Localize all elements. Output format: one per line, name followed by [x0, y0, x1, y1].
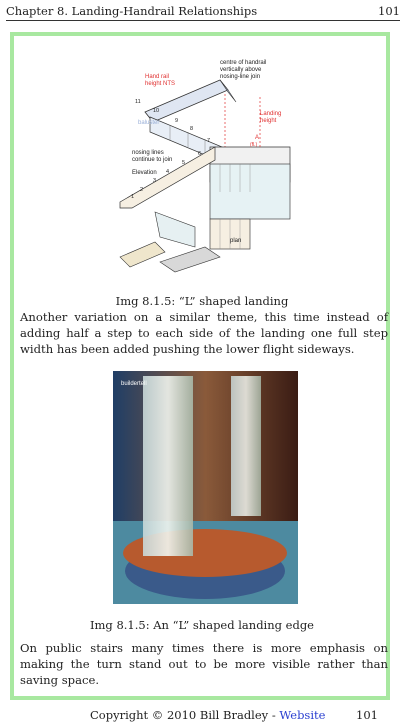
step-4: 4 [166, 169, 170, 175]
label-elevation: Elevation [132, 170, 157, 176]
label-centre-2: vertically above [220, 67, 262, 73]
figure-caption-2: Img 8.1.5: An “L” shaped landing edge [89, 618, 314, 632]
label-nosing-2: continue to join [132, 157, 173, 163]
step-10: 10 [153, 108, 160, 114]
label-handrail-2: height NTS [145, 81, 176, 87]
step-8: 8 [190, 126, 194, 132]
footer-page-number: 101 [356, 708, 378, 722]
l-landing-diagram [110, 52, 300, 282]
glass-column-left [143, 376, 193, 556]
header-rule [6, 20, 400, 21]
figure-caption-1: Img 8.1.5: “L” shaped landing [115, 294, 289, 308]
header-page-number: 101 [378, 4, 400, 18]
page-footer [0, 708, 408, 724]
label-plan: plan [230, 238, 242, 244]
label-landing-1: Landing [260, 111, 282, 117]
photo-watermark: buildertell [121, 381, 147, 387]
running-header [6, 4, 400, 20]
step-6: 6 [198, 151, 202, 157]
step-11: 11 [135, 99, 141, 105]
step-5: 5 [182, 160, 186, 166]
label-centre-1: centre of handrail [220, 60, 267, 66]
label-nosing-1: nosing lines [132, 150, 164, 156]
label-baluster: baluster [138, 120, 160, 126]
step-7: 7 [207, 138, 211, 144]
stair-3d-base [160, 247, 220, 272]
label-landing-2: height [260, 118, 277, 124]
website-link[interactable]: Website [279, 708, 326, 722]
stair-3d-lower [120, 242, 165, 267]
label-centre-3: nosing-line join [220, 74, 261, 80]
stair-3d-flight [155, 212, 195, 247]
step-2: 2 [140, 187, 144, 193]
label-fl: (fl.) [250, 142, 258, 148]
paragraph-2: On public stairs many times there is more emphasis on making the turn stand out to be more visible rather than saving space. [20, 641, 388, 687]
step-9: 9 [175, 118, 179, 124]
label-a: A [255, 135, 260, 141]
paragraph-1: Another variation on a similar theme, this time instead of adding half a step to each side of the landing one full step width has been added pushing the lower flight sideways. [20, 310, 388, 356]
landing-edge-photo [113, 371, 298, 604]
step-3: 3 [153, 178, 157, 184]
glass-column-right [231, 376, 261, 516]
chapter-title: Chapter 8. Landing-Handrail Relationships [6, 4, 258, 18]
footer-copyright: Copyright © 2010 Bill Bradley - Website [90, 708, 326, 722]
label-handrail-1: Hand rail [145, 74, 170, 80]
step-1: 1 [131, 194, 135, 200]
